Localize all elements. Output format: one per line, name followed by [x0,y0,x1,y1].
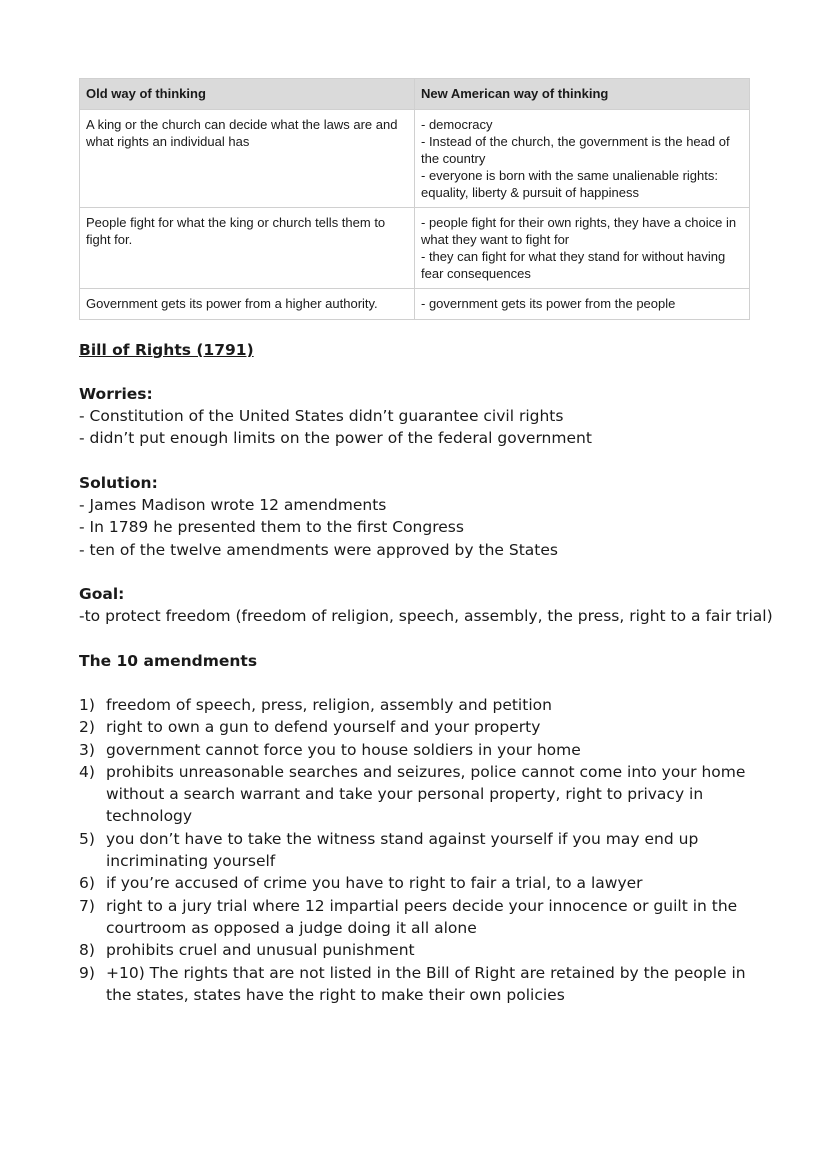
list-text: prohibits unreasonable searches and seizures, police cannot come into your home without a search warrant and take your personal property, right to privacy in technology [106,762,746,826]
old-way-cell [80,289,415,320]
list-text: right to a jury trial where 12 impartial peers decide your innocence or guilt in the courtroom as opposed a judge doing it all alone [106,896,738,937]
list-number: 1) [79,696,95,714]
new-way-cell [415,110,750,208]
table-row [80,289,750,320]
list-text: prohibits cruel and unusual punishment [106,941,415,960]
list-text: +10) The rights that are not listed in the Bill of Right are retained by the people in the states, states have the right to make their own policies [106,963,746,1004]
table-row [80,110,750,208]
list-number: 7) [79,896,95,915]
list-number: 9) [79,963,95,982]
list-text: government cannot force you to house soldiers in your home [106,740,581,759]
solution-line: - James Madison wrote 12 amendments [79,496,387,514]
worries-line: - Constitution of the United States didn’t guarantee civil rights [79,407,564,425]
header-new-way: New American way of thinking [415,79,750,110]
header-old-way: Old way of thinking [80,79,415,110]
cell-line: A king or the church can decide what the laws are and what rights an individual has [86,117,398,149]
list-item [79,895,759,940]
cell-line: - they can fight for what they stand for without having fear consequences [421,249,726,281]
list-number: 2) [79,718,95,737]
list-item [79,716,759,738]
goal-line: -to protect freedom (freedom of religion, speech, assembly, the press, right to a fair trial) [79,607,773,625]
solution-line: - In 1789 he presented them to the first Congress [79,518,464,536]
list-number: 4) [79,762,95,781]
list-number: 3) [79,740,95,759]
list-number: 8) [79,941,95,960]
list-text: if you’re accused of crime you have to right to fair a trial, to a lawyer [106,874,643,893]
list-number: 5) [79,829,95,848]
amendments-heading: The 10 amendments [79,652,258,670]
list-item [79,939,759,961]
cell-line: Government gets its power from a higher authority. [86,296,378,311]
cell-line: - government gets its power from the people [421,296,676,311]
goal-heading: Goal: [79,585,125,603]
list-item [79,828,759,873]
list-item [79,761,759,828]
bill-of-rights-title: Bill of Rights (1791) [79,341,254,359]
new-way-cell [415,289,750,320]
old-way-cell [80,110,415,208]
table-header-row [80,79,750,110]
worries-line: - didn’t put enough limits on the power of the federal government [79,429,592,447]
list-text: you don’t have to take the witness stand against yourself if you may end up incriminating yourself [106,829,699,871]
amendments-list [79,694,759,1006]
cell-line: - democracy [421,117,493,132]
table-row [80,208,750,289]
list-item [79,694,759,716]
solution-line: - ten of the twelve amendments were approved by the States [79,541,558,559]
list-item [79,962,759,1007]
old-way-cell [80,208,415,289]
list-text: right to own a gun to defend yourself and your property [106,718,541,737]
list-number: 6) [79,874,95,893]
list-item [79,872,759,894]
cell-line: - Instead of the church, the government is the head of the country [421,134,730,166]
cell-line: - people fight for their own rights, they have a choice in what they want to fight for [421,215,737,247]
cell-line: People fight for what the king or church tells them to fight for. [86,215,386,247]
cell-line: - everyone is born with the same unalienable rights: equality, liberty & pursuit of happiness [421,168,718,200]
list-item [79,739,759,761]
solution-heading: Solution: [79,474,158,492]
list-text: freedom of speech, press, religion, assembly and petition [106,696,552,714]
comparison-table [79,78,750,320]
new-way-cell [415,208,750,289]
worries-heading: Worries: [79,385,153,403]
